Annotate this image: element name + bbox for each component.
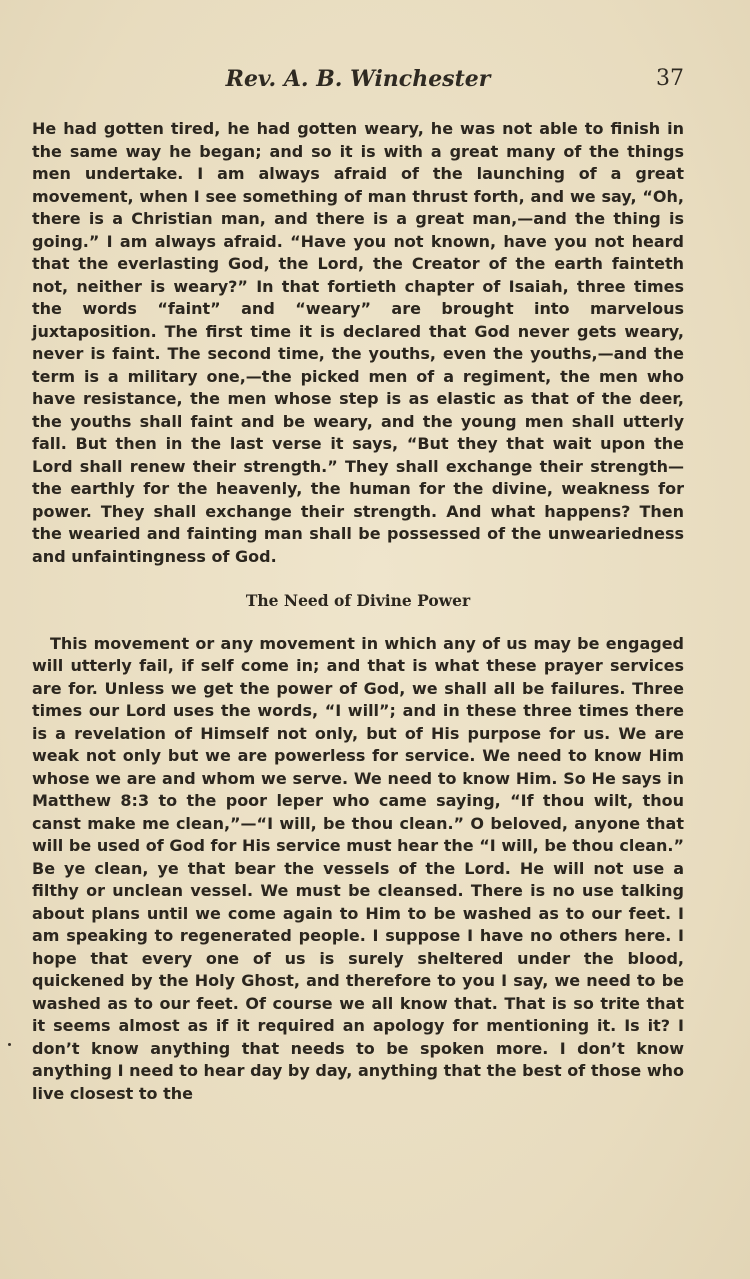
running-head [32, 66, 684, 94]
paragraph-1: He had gotten tired, he had gotten weary, he was not able to finish in the same way he began; and so it is with a great many of the things men undertake. I am always afraid of the launching of a great movement, when I see something of man thrust forth, and we say, “Oh, there is a Christian man, and there is a great man,—and the thing is going.” I am always afraid. “Have you not known, have you not heard that the everlasting God, the Lord, the Creator of the earth fainteth not, neither is weary?” In that fortieth chapter of Isaiah, three times the words “faint” and “weary” are brought into marvelous juxtaposition. The first time it is declared that God never gets weary, never is faint. The second time, the youths, even the youths,—and the term is a military one,—the picked men of a regiment, the men who have resistance, the men whose step is as elastic as that of the deer, the youths shall faint and be weary, and the young men shall utterly fall. But then in the last verse it says, “But they that wait upon the Lord shall renew their strength.” They shall exchange their strength—the earthly for the heavenly, the human for the divine, weakness for power. They shall exchange their strength. And what happens? Then the wearied and fainting man shall be possessed of the unweariedness and unfaintingness of God. [32, 119, 684, 566]
body-text [32, 118, 684, 1105]
page-number: 37 [656, 66, 684, 91]
running-head-title: Rev. A. B. Winchester [225, 66, 491, 92]
section-heading: The Need of Divine Power [245, 591, 471, 610]
paragraph-2: This movement or any movement in which any of us may be engaged will utterly fail, if self come in; and that is what these prayer services are for. Unless we get the power of God, we shall all be failures. Three times our Lord uses the words, “I will”; and in these three times there is a revelation of Himself not only, but of His purpose for us. We are weak not only but we are powerless for service. We need to know Him whose we are and whom we serve. We need to know Him. So He says in Matthew 8:3 to the poor leper who came saying, “If thou wilt, thou canst make me clean,”—“I will, be thou clean.” O beloved, anyone that will be used of God for His service must hear the “I will, be thou clean.” Be ye clean, ye that bear the vessels of the Lord. He will not use a filthy or unclean vessel. We must be cleansed. There is no use talking about plans until we come again to Him to be washed as to our feet. I am speaking to regenerated people. I suppose I have no others here. I hope that every one of us is surely sheltered under the blood, quickened by the Holy Ghost, and therefore to you I say, we need to be washed as to our feet. Of course we all know that. That is so trite that it seems almost as if it required an apology for mentioning it. Is it? I don’t know anything that needs to be spoken more. I don’t know anything I need to hear day by day, anything that the best of those who live closest to the [32, 633, 684, 1103]
stray-ink-mark [8, 1043, 11, 1046]
